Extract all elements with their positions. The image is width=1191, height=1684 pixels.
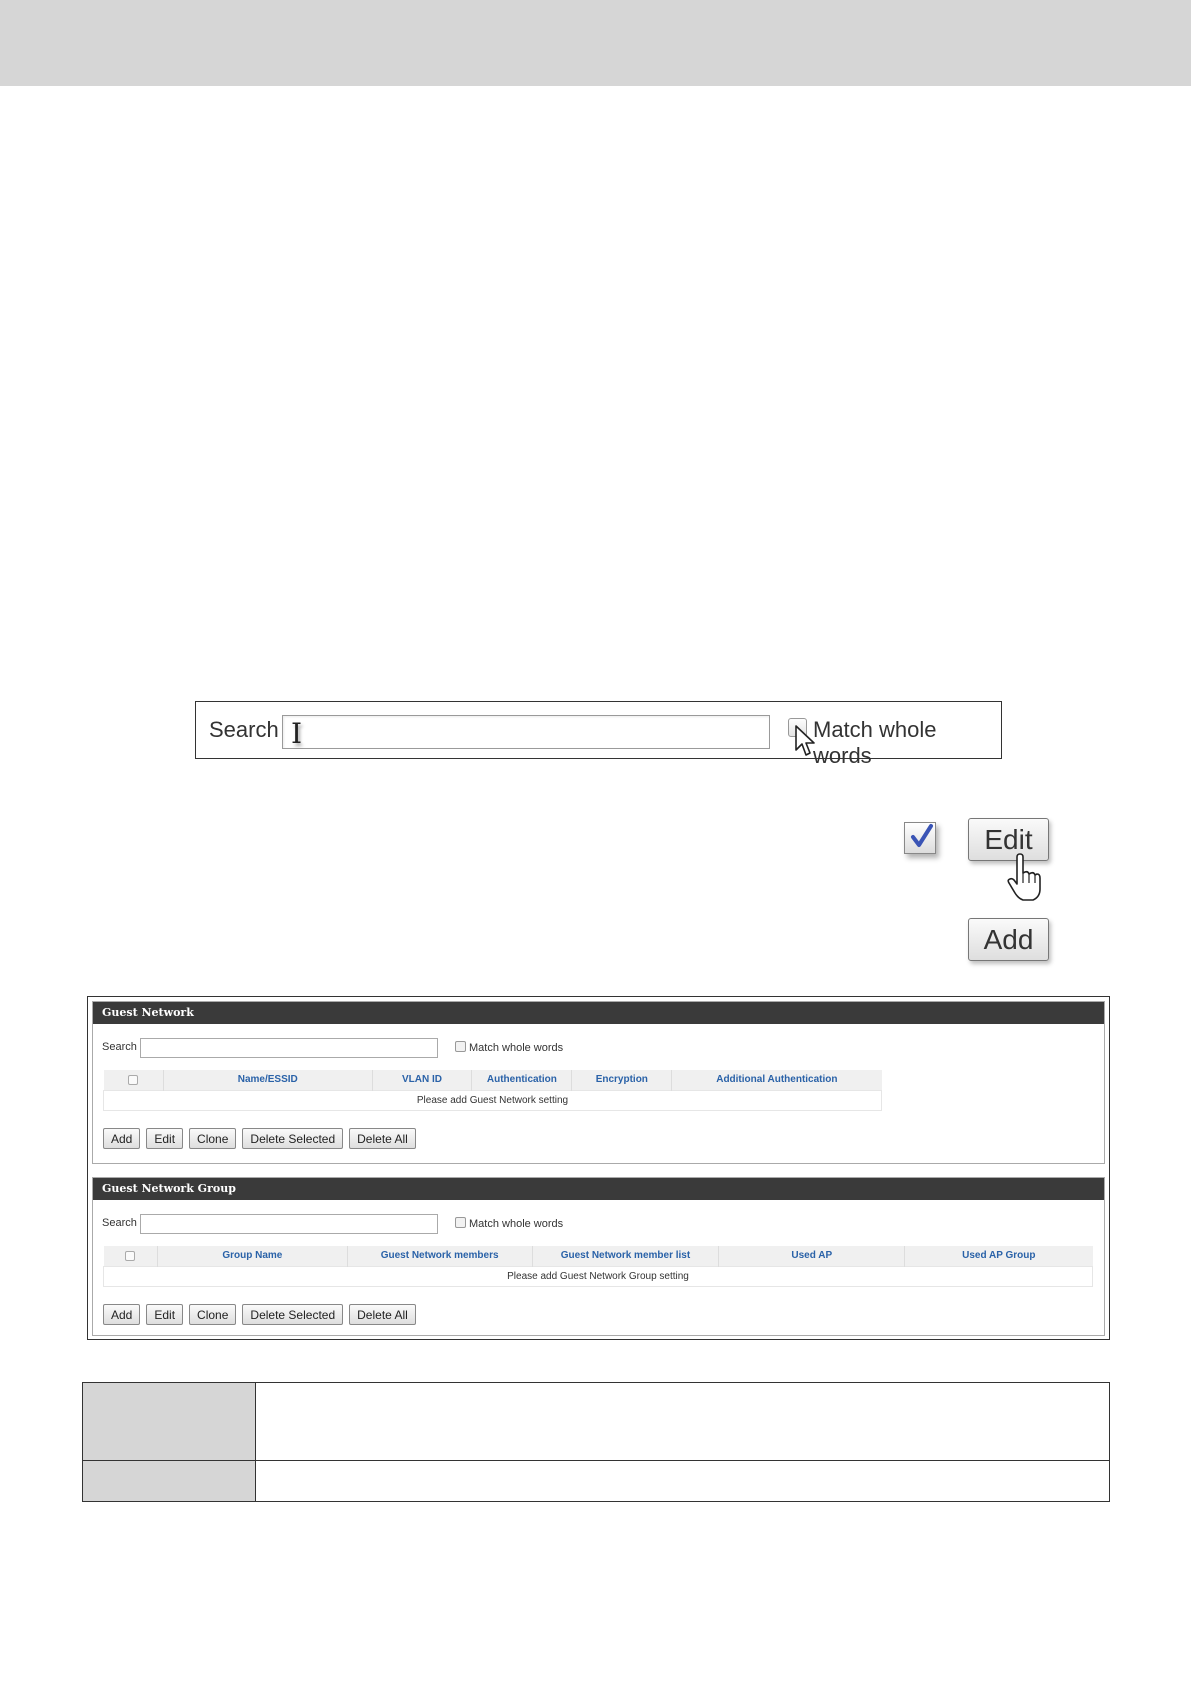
table-row: [104, 1090, 882, 1110]
guest-network-panel: [92, 1001, 1105, 1164]
guest-network-group-panel: [92, 1177, 1105, 1336]
description-table: [82, 1382, 1110, 1502]
column-header[interactable]: Used AP Group: [905, 1246, 1093, 1266]
column-header[interactable]: Guest Network members: [347, 1246, 532, 1266]
column-header[interactable]: VLAN ID: [372, 1070, 472, 1090]
definition-cell: [256, 1461, 1109, 1501]
column-header[interactable]: Additional Authentication: [672, 1070, 882, 1090]
search-label: Search: [102, 1041, 137, 1053]
text-cursor-icon: I: [291, 717, 303, 750]
hand-pointer-icon: [1005, 853, 1045, 903]
edit-button[interactable]: Edit: [146, 1304, 183, 1325]
search-label: Search: [209, 717, 279, 742]
search-input[interactable]: [140, 1214, 438, 1234]
select-all-checkbox[interactable]: [104, 1070, 164, 1090]
panel-title: Guest Network: [93, 1002, 1104, 1024]
table-row: [104, 1266, 1093, 1286]
delete-selected-button[interactable]: Delete Selected: [242, 1304, 343, 1325]
delete-all-button[interactable]: Delete All: [349, 1128, 416, 1149]
delete-all-button[interactable]: Delete All: [349, 1304, 416, 1325]
column-header[interactable]: Name/ESSID: [163, 1070, 372, 1090]
column-header[interactable]: Used AP: [719, 1246, 905, 1266]
term-cell: [83, 1461, 256, 1501]
guest-network-table: [103, 1070, 882, 1111]
panel-title: Guest Network Group: [93, 1178, 1104, 1200]
page-header-band: [0, 0, 1191, 86]
search-input[interactable]: [282, 715, 770, 749]
edit-button[interactable]: Edit: [146, 1128, 183, 1149]
column-header[interactable]: Group Name: [157, 1246, 347, 1266]
match-whole-words-checkbox[interactable]: [455, 1217, 466, 1228]
guest-network-actions: [103, 1128, 416, 1149]
table-header: [104, 1070, 882, 1090]
select-all-checkbox[interactable]: [104, 1246, 158, 1266]
delete-selected-button[interactable]: Delete Selected: [242, 1128, 343, 1149]
clone-button[interactable]: Clone: [189, 1304, 236, 1325]
add-button[interactable]: Add: [103, 1304, 140, 1325]
guest-network-group-table: [103, 1246, 1093, 1287]
add-button[interactable]: Add: [968, 918, 1049, 961]
search-input[interactable]: [140, 1038, 438, 1058]
search-label: Search: [102, 1217, 137, 1229]
column-header[interactable]: Guest Network member list: [532, 1246, 719, 1266]
clone-button[interactable]: Clone: [189, 1128, 236, 1149]
empty-message: Please add Guest Network Group setting: [104, 1266, 1093, 1286]
match-whole-words-label: Match whole words: [469, 1042, 564, 1054]
term-cell: [83, 1383, 256, 1461]
match-whole-words-label: Match whole words: [813, 717, 937, 768]
column-header[interactable]: Authentication: [472, 1070, 572, 1090]
add-button[interactable]: Add: [103, 1128, 140, 1149]
column-header[interactable]: Encryption: [572, 1070, 672, 1090]
guest-network-group-actions: [103, 1304, 416, 1325]
search-illustration: [195, 701, 1002, 768]
guest-network-screenshot: [87, 996, 1110, 1340]
definition-cell: [256, 1383, 1109, 1461]
match-whole-words-label: Match whole words: [469, 1218, 564, 1230]
empty-message: Please add Guest Network setting: [104, 1090, 882, 1110]
table-header: [104, 1246, 1093, 1266]
checked-checkbox[interactable]: [904, 822, 936, 854]
edit-button[interactable]: Edit: [968, 818, 1049, 861]
checkmark-icon: [907, 823, 935, 851]
match-whole-words-checkbox[interactable]: [455, 1041, 466, 1052]
